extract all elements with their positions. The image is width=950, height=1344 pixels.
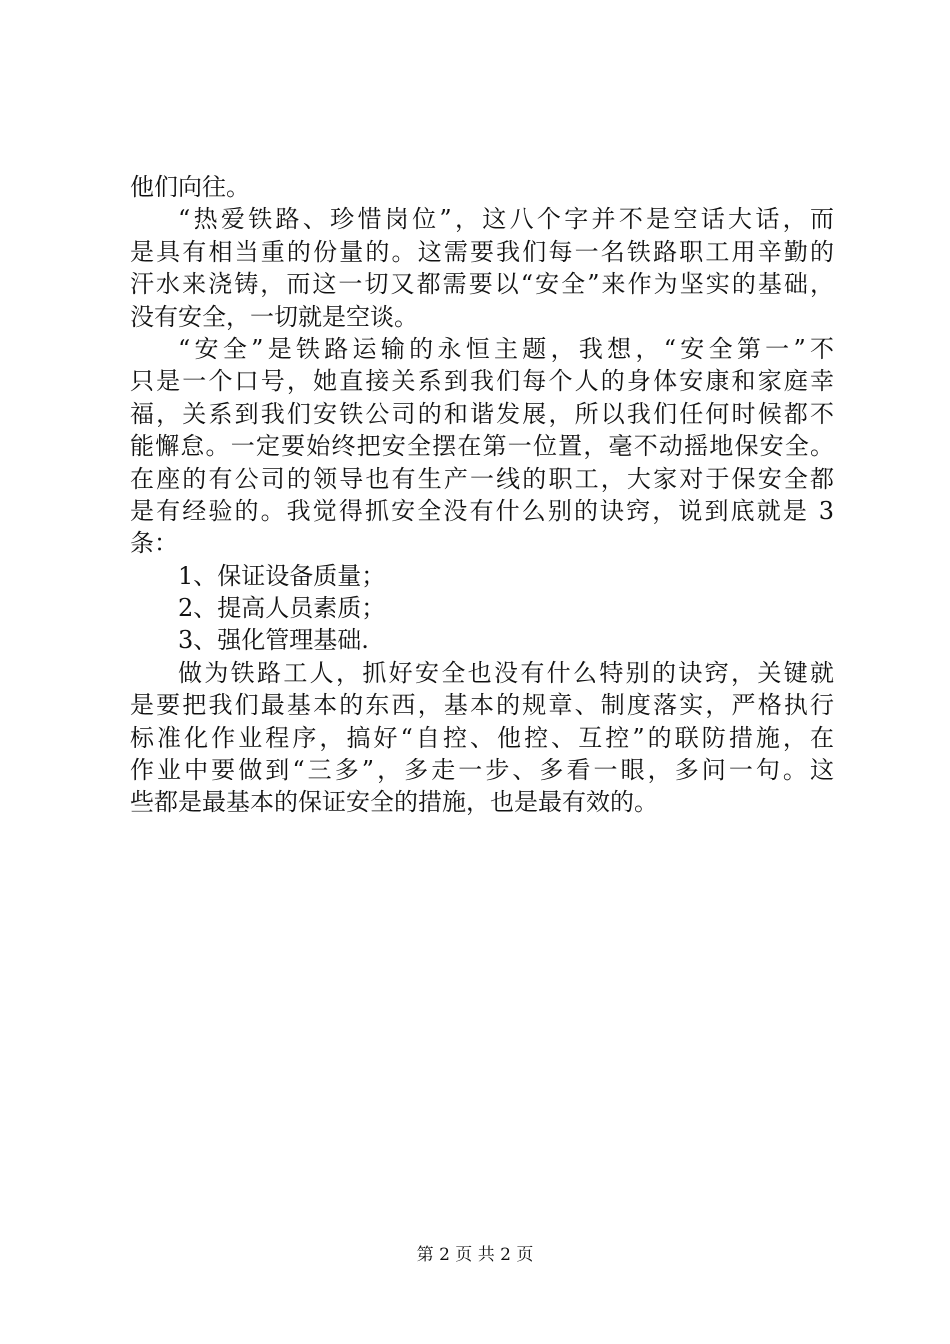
text-line: 在座的有公司的领导也有生产一线的职工，大家对于保安全都 [130, 464, 834, 493]
text-line: 没有安全，一切就是空谈。 [130, 302, 418, 331]
text-line: 是要把我们最基本的东西，基本的规章、制度落实，严格执行 [130, 691, 834, 720]
text-line: 条： [130, 529, 178, 558]
text-line: 只是一个口号，她直接关系到我们每个人的身体安康和家庭幸 [130, 367, 834, 396]
page-number-footer: 第 2 页 共 2 页 [416, 1245, 534, 1265]
text-line: 标准化作业程序，搞好“自控、他控、互控”的联防措施，在 [130, 723, 834, 752]
list-item: 3、强化管理基础. [178, 626, 369, 655]
list-item: 1、保证设备质量； [178, 561, 386, 590]
text-line: 他们向往。 [130, 173, 250, 201]
list-item: 2、提高人员素质； [178, 594, 386, 623]
text-line: “热爱铁路、珍惜岗位”，这八个字并不是空话大话，而 [178, 205, 834, 234]
text-line: 能懈怠。一定要始终把安全摆在第一位置，毫不动摇地保安全。 [130, 432, 834, 461]
text-line: 作业中要做到“三多”，多走一步、多看一眼，多问一句。这 [130, 756, 834, 785]
text-line: 些都是最基本的保证安全的措施，也是最有效的。 [130, 788, 658, 817]
text-line: “安全”是铁路运输的永恒主题，我想，“安全第一”不 [178, 334, 834, 363]
text-line: 是有经验的。我觉得抓安全没有什么别的诀窍，说到底就是 3 [130, 496, 834, 525]
document-body [130, 171, 834, 819]
text-line: 汗水来浇铸，而这一切又都需要以“安全”来作为坚实的基础， [130, 270, 834, 299]
text-line: 福，关系到我们安铁公司的和谐发展，所以我们任何时候都不 [130, 399, 834, 428]
text-line: 做为铁路工人，抓好安全也没有什么特别的诀窍，关键就 [178, 658, 834, 687]
text-line: 是具有相当重的份量的。这需要我们每一名铁路职工用辛勤的 [130, 237, 834, 266]
